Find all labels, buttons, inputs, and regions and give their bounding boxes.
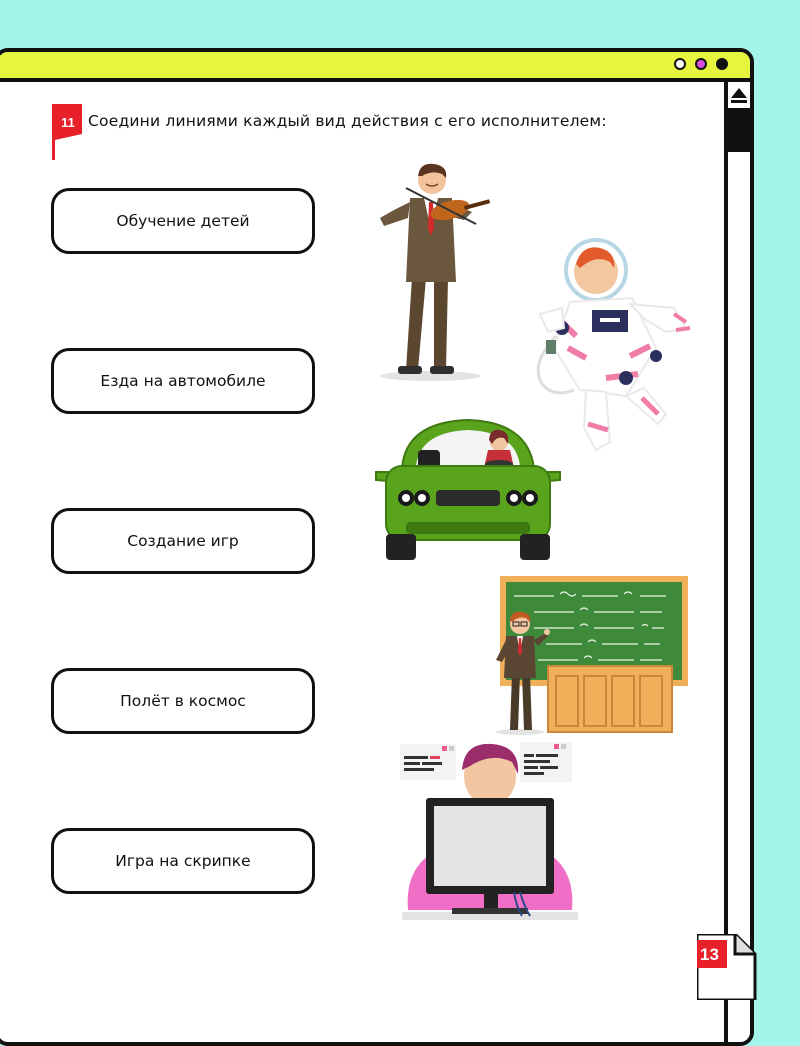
programmer-computer-icon[interactable]: [396, 740, 584, 924]
action-label: Создание игр: [127, 532, 239, 550]
action-box-violin[interactable]: [51, 828, 315, 894]
action-label: Обучение детей: [116, 212, 250, 230]
task-number-flag-icon: [52, 104, 82, 160]
window-titlebar: [0, 52, 750, 82]
action-label: Полёт в космос: [120, 692, 246, 710]
violinist-icon[interactable]: [368, 158, 498, 384]
window-dot-white[interactable]: [674, 58, 686, 70]
vertical-scrollbar[interactable]: [724, 82, 750, 1042]
page-number-badge: [697, 934, 757, 1000]
action-box-driving[interactable]: [51, 348, 315, 414]
action-box-space-flight[interactable]: [51, 668, 315, 734]
window-dot-black[interactable]: [716, 58, 728, 70]
action-box-game-dev[interactable]: [51, 508, 315, 574]
teacher-blackboard-icon[interactable]: [490, 574, 694, 736]
action-box-teaching[interactable]: [51, 188, 315, 254]
task-instruction: Соедини линиями каждый вид действия с его исполнителем:: [88, 112, 607, 130]
car-driver-icon[interactable]: [366, 416, 570, 564]
scroll-divider: [731, 100, 747, 103]
action-label: Езда на автомобиле: [100, 372, 266, 390]
page-number: 13: [700, 945, 719, 964]
scroll-up-arrow-icon[interactable]: [731, 88, 747, 98]
task-number: 11: [61, 115, 75, 130]
action-label: Игра на скрипке: [115, 852, 251, 870]
window-dot-magenta[interactable]: [695, 58, 707, 70]
scroll-thumb[interactable]: [728, 108, 750, 152]
